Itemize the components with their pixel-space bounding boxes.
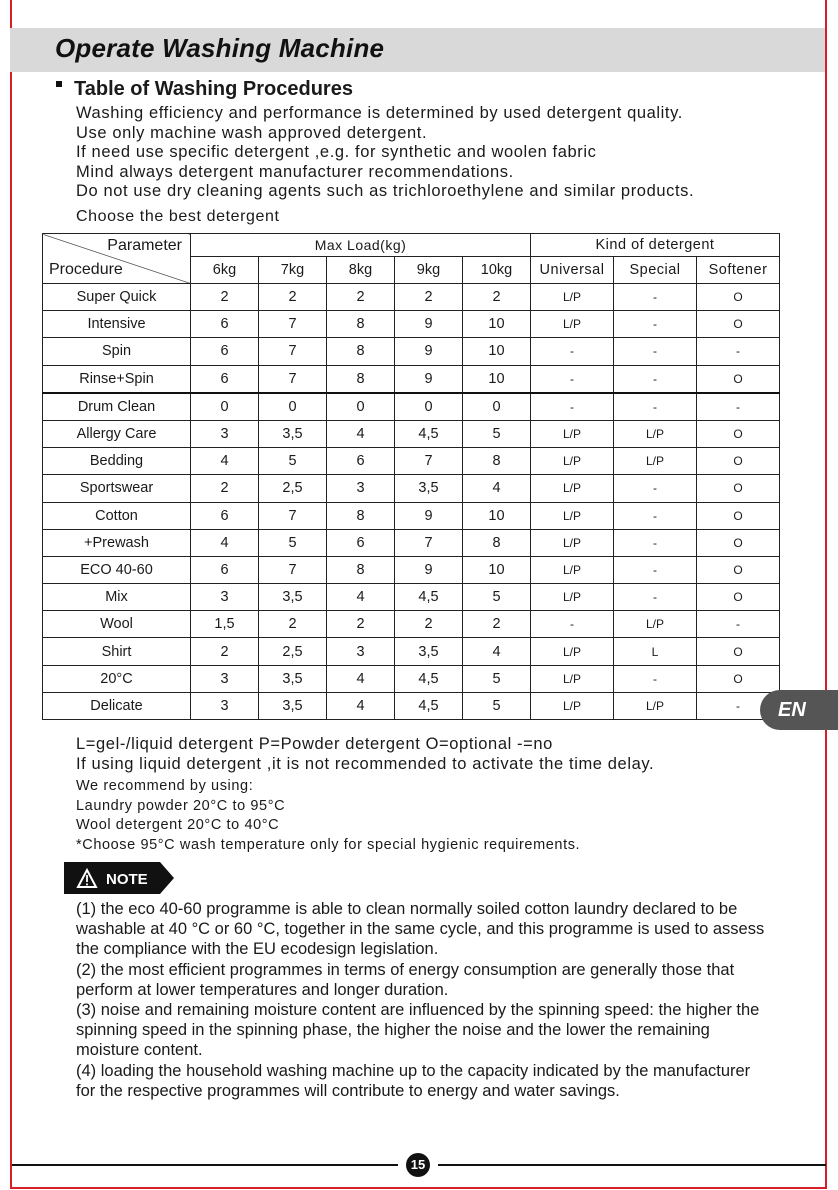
detergent-value: - [697,611,780,638]
footer-divider-right [438,1164,826,1166]
load-value: 3 [191,665,259,692]
load-value: 0 [259,393,327,421]
table-row [43,365,780,393]
table-row [43,638,780,665]
load-value: 3,5 [259,665,327,692]
procedure-name: Drum Clean [43,393,191,421]
table-row [43,420,780,447]
table-row [43,475,780,502]
load-value: 4,5 [395,665,463,692]
load-value: 7 [259,311,327,338]
load-value: 7 [259,365,327,393]
load-value: 2 [463,284,531,311]
note-paragraph: (4) loading the household washing machine up to the capacity indicated by the manufacturer for the respective programmes will contribute to energy and water savings. [76,1061,751,1100]
load-value: 2 [191,638,259,665]
load-value: 2,5 [259,475,327,502]
detergent-value: L/P [531,448,614,475]
table-row [43,393,780,421]
procedure-name: +Prewash [43,529,191,556]
detergent-value: O [697,311,780,338]
load-value: 9 [395,365,463,393]
procedure-name: Rinse+Spin [43,365,191,393]
load-value: 4 [191,448,259,475]
detergent-value: L [614,638,697,665]
table-row [43,611,780,638]
table-row [43,448,780,475]
load-value: 7 [395,529,463,556]
load-value: 4 [327,692,395,719]
bullet-square-icon [56,81,62,87]
load-value: 5 [463,692,531,719]
load-value: 2,5 [259,638,327,665]
table-row [43,311,780,338]
procedure-name: Mix [43,584,191,611]
detergent-value: L/P [614,448,697,475]
load-value: 3,5 [395,475,463,502]
parameter-header: Parameter [107,237,182,254]
load-column-header: 8kg [327,257,395,284]
detergent-value: L/P [531,311,614,338]
table-row [43,692,780,719]
detergent-value: - [614,365,697,393]
recommend-line: We recommend by using: [76,778,254,794]
detergent-value: L/P [531,284,614,311]
load-value: 5 [463,584,531,611]
procedure-name: Sportswear [43,475,191,502]
load-value: 0 [327,393,395,421]
procedure-name: Cotton [43,502,191,529]
load-value: 8 [463,448,531,475]
detergent-value: - [614,338,697,365]
load-value: 10 [463,556,531,583]
intro-line: Use only machine wash approved detergent. [76,123,428,142]
detergent-value: L/P [614,420,697,447]
procedure-name: 20°C [43,665,191,692]
detergent-value: L/P [531,502,614,529]
load-value: 0 [191,393,259,421]
note-label: NOTE [106,871,148,888]
detergent-value: - [531,393,614,421]
table-row [43,284,780,311]
intro-line: If need use specific detergent ,e.g. for synthetic and woolen fabric [76,143,597,161]
footer-divider-left [12,1164,398,1166]
detergent-value: L/P [614,692,697,719]
intro-text [76,104,694,202]
detergent-value: L/P [531,692,614,719]
language-tab-en[interactable]: EN [760,690,838,730]
section-heading [56,78,353,101]
detergent-value: - [531,338,614,365]
table-row [43,584,780,611]
detergent-value: O [697,556,780,583]
load-value: 7 [259,556,327,583]
load-value: 4 [327,665,395,692]
procedure-name: ECO 40-60 [43,556,191,583]
table-row [43,502,780,529]
detergent-value: - [697,338,780,365]
load-column-header: 9kg [395,257,463,284]
load-value: 7 [395,448,463,475]
procedure-name: Spin [43,338,191,365]
load-value: 2 [259,611,327,638]
load-value: 10 [463,311,531,338]
detergent-value: - [614,475,697,502]
load-value: 8 [327,502,395,529]
intro-line: Washing efficiency and performance is determined by used detergent quality. [76,104,683,122]
load-value: 6 [191,365,259,393]
detergent-value: - [614,311,697,338]
detergent-value: L/P [531,475,614,502]
detergent-value: L/P [614,611,697,638]
load-value: 4,5 [395,420,463,447]
detergent-value: L/P [531,420,614,447]
recommend-line: Wool detergent 20°C to 40°C [76,817,280,834]
table-row [43,665,780,692]
load-value: 10 [463,502,531,529]
recommend-line: Laundry powder 20°C to 95°C [76,797,286,814]
load-value: 10 [463,338,531,365]
load-value: 2 [395,611,463,638]
load-value: 9 [395,502,463,529]
detergent-value: - [614,502,697,529]
procedure-name: Shirt [43,638,191,665]
load-value: 2 [191,475,259,502]
load-value: 5 [463,665,531,692]
load-value: 7 [259,338,327,365]
detergent-value: - [614,284,697,311]
load-value: 3 [191,692,259,719]
detergent-value: - [614,393,697,421]
load-value: 8 [463,529,531,556]
load-value: 6 [191,311,259,338]
load-value: 6 [191,556,259,583]
load-value: 2 [259,284,327,311]
title-bar [10,28,825,72]
detergent-value: - [614,529,697,556]
choose-line: Choose the best detergent [76,208,280,225]
detergent-value: O [697,638,780,665]
detergent-value: L/P [531,584,614,611]
page-number: 15 [406,1153,430,1177]
section-title: Table of Washing Procedures [74,78,353,100]
intro-line: Mind always detergent manufacturer recommendations. [76,162,514,181]
detergent-value: O [697,529,780,556]
load-value: 4,5 [395,584,463,611]
intro-line: Do not use dry cleaning agents such as trichloroethylene and similar products. [76,182,695,200]
recommend-line: *Choose 95°C wash temperature only for special hygienic requirements. [76,836,581,853]
load-value: 9 [395,311,463,338]
load-value: 6 [191,338,259,365]
legend-line: L=gel-/liquid detergent P=Powder detergent O=optional -=no [76,735,553,753]
load-value: 3,5 [259,692,327,719]
note-paragraph: (2) the most efficient programmes in terms of energy consumption are generally those that perform at lower temperatures and longer duration. [76,960,735,999]
table-row [43,529,780,556]
table-row [43,556,780,583]
load-value: 8 [327,311,395,338]
load-value: 2 [191,284,259,311]
detergent-value: O [697,584,780,611]
procedure-header: Procedure [49,261,123,278]
recommendations [76,777,580,855]
detergent-value: O [697,448,780,475]
procedure-name: Delicate [43,692,191,719]
note-paragraph: (3) noise and remaining moisture content are influenced by the spinning speed: the higher the spinning speed in the spinning phase, the higher the noise and the lower the remaining moisture content. [76,1001,760,1060]
page-title: Operate Washing Machine [55,33,385,63]
detergent-value: L/P [531,529,614,556]
load-value: 2 [327,284,395,311]
note-text [76,899,766,1101]
load-value: 1,5 [191,611,259,638]
procedure-name: Allergy Care [43,420,191,447]
load-value: 10 [463,365,531,393]
detergent-value: O [697,665,780,692]
load-value: 5 [259,529,327,556]
detergent-column-header: Softener [697,257,780,284]
detergent-value: - [614,665,697,692]
load-value: 2 [463,611,531,638]
load-value: 8 [327,338,395,365]
load-value: 7 [259,502,327,529]
load-value: 6 [191,502,259,529]
detergent-value: L/P [531,665,614,692]
load-value: 3 [191,584,259,611]
detergent-value: O [697,502,780,529]
load-value: 3 [327,638,395,665]
detergent-kind-header: Kind of detergent [531,234,780,257]
load-value: 5 [259,448,327,475]
load-value: 3 [191,420,259,447]
detergent-value: O [697,475,780,502]
detergent-value: - [614,556,697,583]
detergent-value: - [697,393,780,421]
load-value: 4 [463,475,531,502]
load-value: 9 [395,556,463,583]
load-value: 4,5 [395,692,463,719]
detergent-value: - [531,611,614,638]
load-value: 6 [327,529,395,556]
table-corner-cell [43,234,191,284]
detergent-value: - [614,584,697,611]
load-value: 3,5 [259,420,327,447]
legend [76,734,654,774]
load-value: 6 [327,448,395,475]
note-badge [64,862,174,894]
detergent-value: O [697,365,780,393]
max-load-header: Max Load(kg) [191,234,531,257]
detergent-value: - [531,365,614,393]
detergent-value: - [697,692,780,719]
procedure-name: Wool [43,611,191,638]
load-value: 3,5 [259,584,327,611]
procedure-name: Bedding [43,448,191,475]
load-value: 8 [327,556,395,583]
load-column-header: 6kg [191,257,259,284]
washing-procedures-table [42,233,780,720]
load-value: 4 [327,584,395,611]
load-value: 9 [395,338,463,365]
load-value: 0 [463,393,531,421]
procedure-name: Super Quick [43,284,191,311]
load-value: 5 [463,420,531,447]
load-value: 3,5 [395,638,463,665]
detergent-value: L/P [531,556,614,583]
load-value: 2 [395,284,463,311]
table-row [43,338,780,365]
liquid-warning-line: If using liquid detergent ,it is not recommended to activate the time delay. [76,755,655,773]
procedure-name: Intensive [43,311,191,338]
detergent-value: L/P [531,638,614,665]
detergent-value: O [697,420,780,447]
load-value: 3 [327,475,395,502]
load-column-header: 7kg [259,257,327,284]
load-value: 4 [463,638,531,665]
load-value: 4 [327,420,395,447]
detergent-value: O [697,284,780,311]
detergent-column-header: Special [614,257,697,284]
load-value: 8 [327,365,395,393]
detergent-column-header: Universal [531,257,614,284]
note-paragraph: (1) the eco 40-60 programme is able to clean normally soiled cotton laundry declared to be washable at 40 °C or 60 °C, together in the same cycle, and this programme is used to assess the compliance with the EU ecodesign legislation. [76,900,765,959]
load-value: 0 [395,393,463,421]
load-value: 4 [191,529,259,556]
load-value: 2 [327,611,395,638]
load-column-header: 10kg [463,257,531,284]
